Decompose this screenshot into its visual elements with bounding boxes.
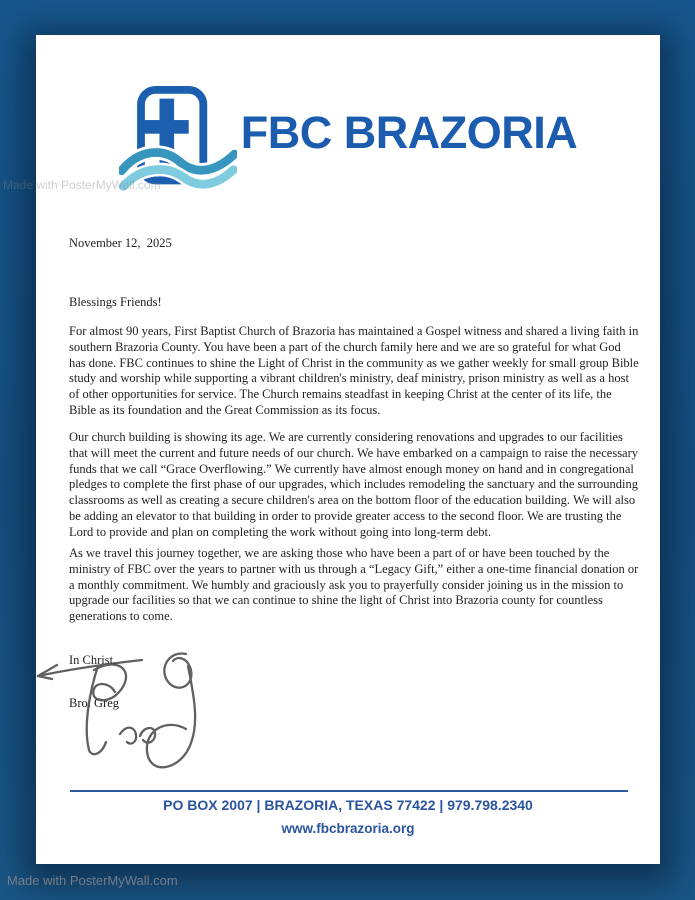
letter-paper [36,35,660,864]
paragraph-3: As we travel this journey together, we are asking those who have been a part of or have been touched by the ministry of FBC over the years to partner with us through a “Legacy Gift,” either a one-time financial donation or a monthly commitment. We humbly and graciously ask you to prayerfully consider joining us in the mission to upgrade our facilities so that we can continue to shine the light of Christ into Brazoria county for countless generations to come. [69,546,639,624]
footer-website: www.fbcbrazoria.org [281,821,415,836]
footer-contact-line: PO BOX 2007 | BRAZORIA, TEXAS 77422 | 979.798.2340 [163,797,533,813]
paragraph-1: For almost 90 years, First Baptist Church of Brazoria has maintained a Gospel witness and shared a living faith in southern Brazoria County. You have been a part of the church family here and we are so grateful for what God has done. FBC continues to shine the Light of Christ in the community as we gather weekly for small group Bible study and worship while supporting a vibrant children's ministry, deaf ministry, prison ministry as well as a host of other opportunities for service. The Church remains steadfast in keeping Christ at the center of its life, the Bible as its foundation and the Great Commission as its focus. [69,324,639,417]
postermywall-watermark-top: Made with PosterMyWall.com [3,178,161,192]
church-name: FBC BRAZORIA [240,107,578,158]
footer-divider [70,790,628,792]
closing-line: In Christ, [69,653,117,667]
paragraph-2: Our church building is showing its age. We are currently considering renovations and upgrades to our facilities that will meet the current and future needs of our church. We have embarked on a campaign to raise the necessary funds that we call “Grace Overflowing.” We currently have almost enough money on hand and in congregational pledges to complete the first phase of our upgrades, which includes remodeling the sanctuary and the surrounding classrooms as well as creating a secure children's area on the bottom floor of the education building. We will also be adding an elevator to that building in order to provide greater access to the second floor. We are trusting the Lord to provide and plan on completing the work without going into long-term debt. [69,430,639,539]
signer-name: Bro. Greg [69,696,119,710]
salutation: Blessings Friends! [69,295,162,309]
postermywall-watermark-bottom: Made with PosterMyWall.com [7,873,178,888]
letter-date: November 12, 2025 [69,236,172,250]
handwritten-signature [36,638,246,788]
